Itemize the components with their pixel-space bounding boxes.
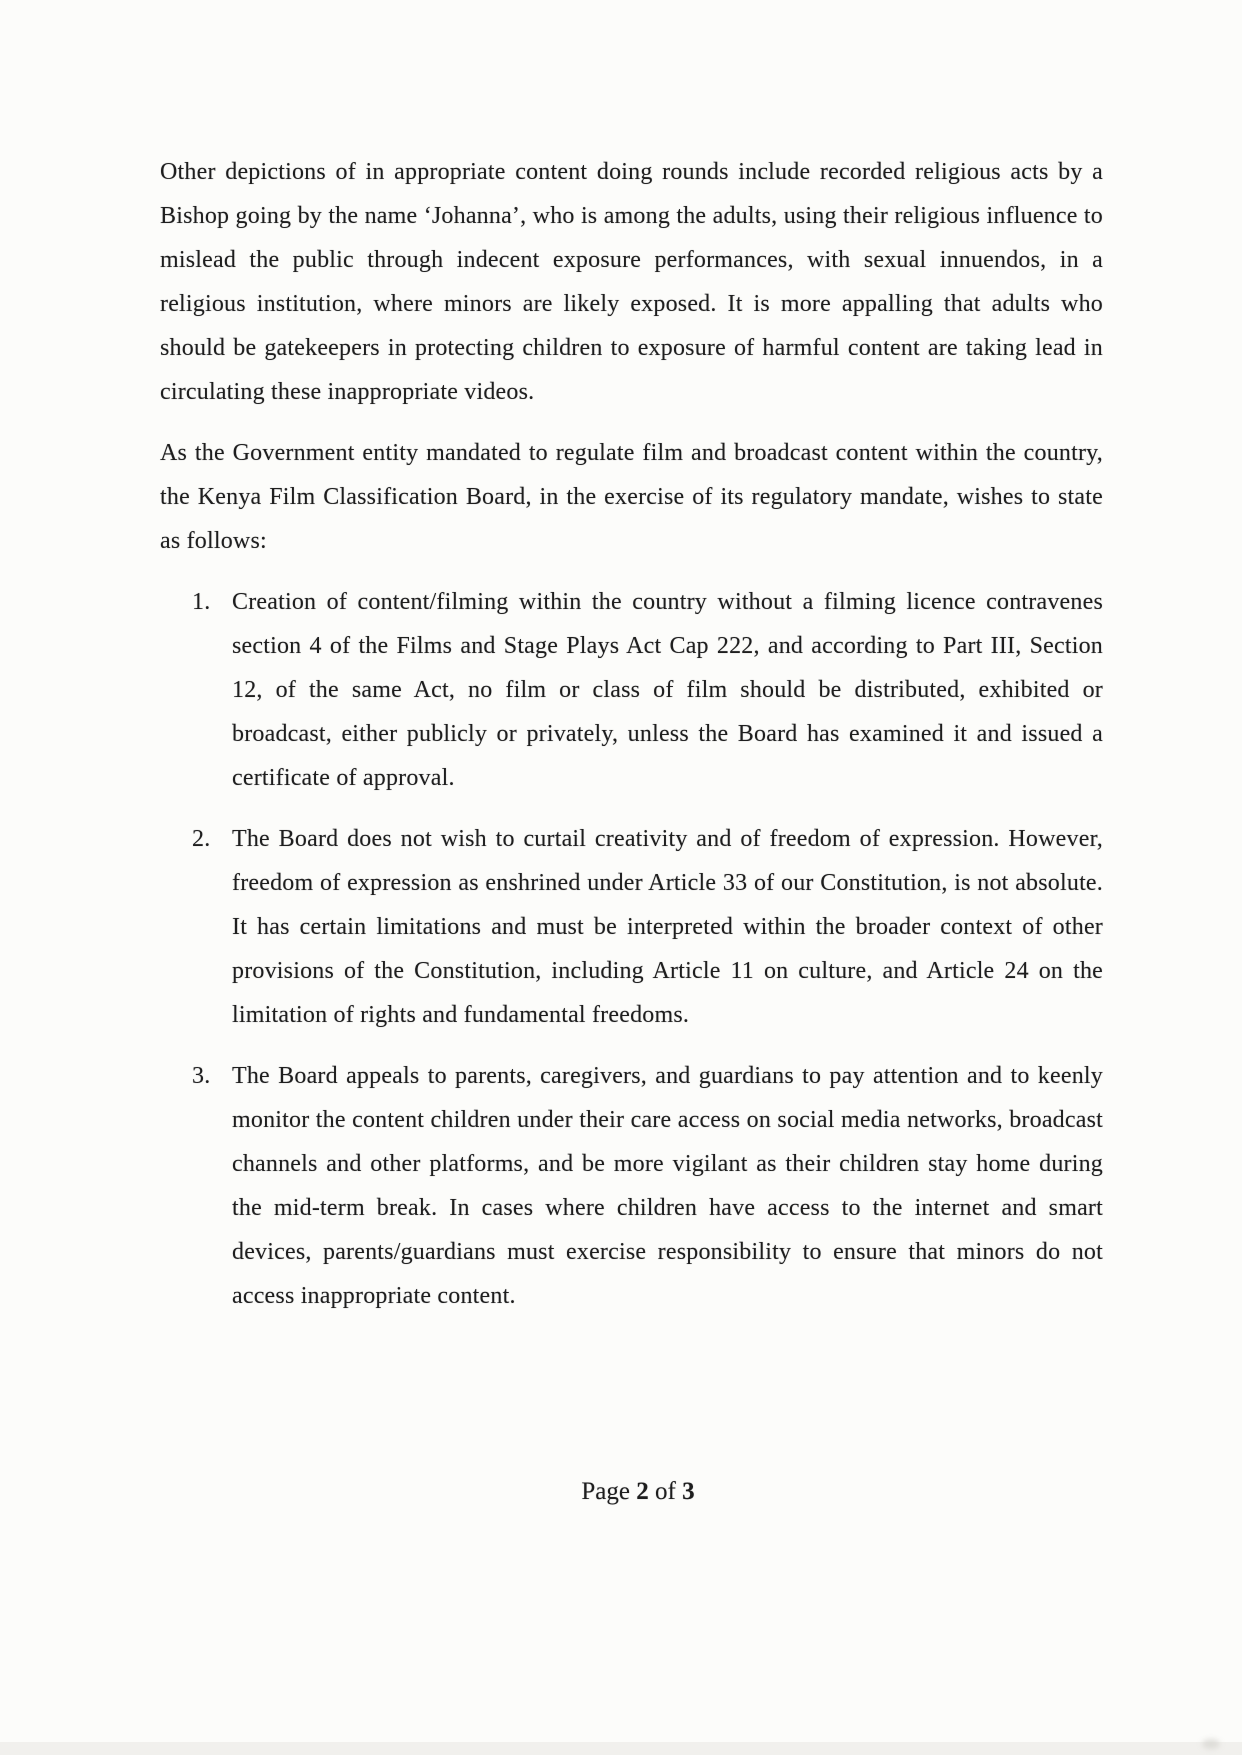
document-body bbox=[160, 150, 1103, 1335]
list-item-1-text: Creation of content/filming within the country without a filming licence contravenes section 4 of the Films and Stage Plays Act Cap 222, and according to Part III, Section 12, of the same Act, no film or class of film should be distributed, exhibited or broadcast, either publicly or privately, unless the Board has examined it and issued a certificate of approval. bbox=[232, 589, 1103, 791]
footer-page-label: Page bbox=[581, 1478, 631, 1505]
footer-page-number: 2 bbox=[636, 1478, 649, 1505]
page-footer bbox=[0, 1476, 1242, 1508]
scan-edge-shadow bbox=[0, 1742, 1242, 1755]
list-item-3 bbox=[160, 1054, 1103, 1318]
list-item-3-text: The Board appeals to parents, caregivers, and guardians to pay attention and to keenly monitor the content children under their care access on social media networks, broadcast channels and other platforms, and be more vigilant as their children stay home during the mid-term break. In cases where children have access to the internet and smart devices, parents/guardians must exercise responsibility to ensure that minors do not access inappropriate content. bbox=[232, 1063, 1103, 1309]
footer-page-total: 3 bbox=[682, 1478, 695, 1505]
list-item-3-number: 3. bbox=[192, 1063, 211, 1089]
list-item-2-number: 2. bbox=[192, 826, 211, 852]
list-item-2-text: The Board does not wish to curtail creativity and of freedom of expression. However, freedom of expression as enshrined under Article 33 of our Constitution, is not absolute. It has certain limitations and must be interpreted within the broader context of other provisions of the Constitution, including Article 11 on culture, and Article 24 on the limitation of rights and fundamental freedoms. bbox=[232, 826, 1103, 1028]
list-item-2 bbox=[160, 817, 1103, 1037]
paragraph-government-entity: As the Government entity mandated to regulate film and broadcast content within the country, the Kenya Film Classification Board, in the exercise of its regulatory mandate, wishes to state as follows: bbox=[160, 440, 1103, 554]
paragraph-inappropriate-content: Other depictions of in appropriate content doing rounds include recorded religious acts by a Bishop going by the name ‘Johanna’, who is among the adults, using their religious influence to mislead the public through indecent exposure performances, with sexual innuendos, in a religious institution, where minors are likely exposed. It is more appalling that adults who should be gatekeepers in protecting children to exposure of harmful content are taking lead in circulating these inappropriate videos. bbox=[160, 159, 1103, 405]
list-item-1 bbox=[160, 580, 1103, 800]
scan-artifact-smudge bbox=[1202, 1739, 1220, 1749]
footer-of-label: of bbox=[655, 1478, 676, 1505]
list-item-1-number: 1. bbox=[192, 589, 211, 615]
